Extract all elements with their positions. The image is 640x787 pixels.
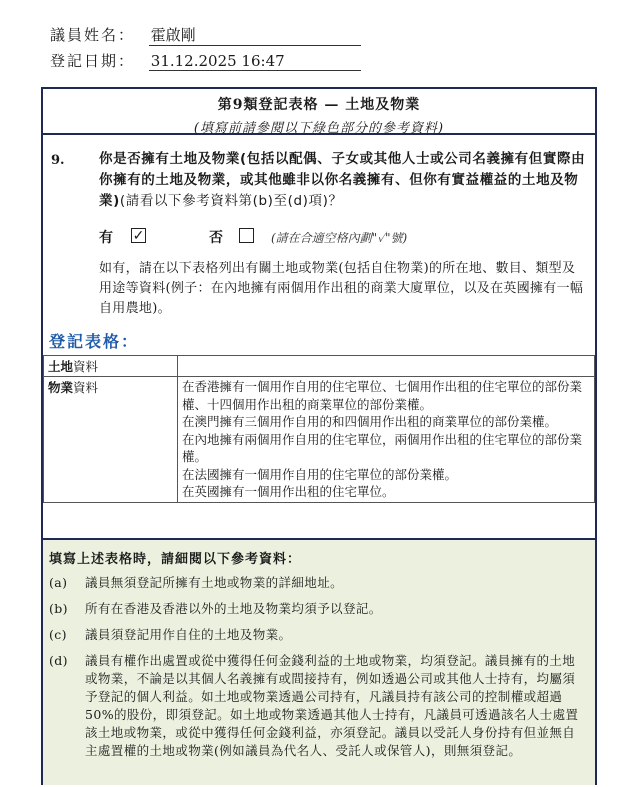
question-text <box>99 149 589 212</box>
reference-heading: 填寫上述表格時，請細閱以下參考資料： <box>49 552 302 567</box>
form-subtitle: (填寫前請參閱以下綠色部分的參考資料) <box>193 121 445 136</box>
property-line: 在內地擁有兩個用作自用的住宅單位，兩個用作出租的住宅單位的部份業權。 <box>182 431 583 464</box>
land-key-bold: 土地 <box>48 359 74 374</box>
question-body: 你是否擁有土地及物業(包括以配偶、子女或其他人士或公司名義擁有但實際由你擁有的土地及物業，或其他雖非以你名義擁有、但你有實益權益的土地及物業) <box>99 151 586 209</box>
land-key-cell <box>44 356 178 377</box>
yes-checkbox[interactable]: ✓ <box>132 228 145 244</box>
reference-text: 議員須登記用作自住的土地及物業。 <box>85 627 292 642</box>
question-note: (請看以下參考資料第(b)至(d)項)？ <box>119 193 343 209</box>
reference-mark: (d) <box>49 653 68 668</box>
property-value-cell <box>178 377 595 503</box>
land-value-cell <box>178 356 595 377</box>
yes-label: 有 <box>99 230 113 246</box>
no-checkbox[interactable] <box>239 228 254 243</box>
reference-text: 議員有權作出處置或從中獲得任何金錢利益的土地或物業，均須登記。議員擁有的土地或物業，不論是以其個人名義擁有或間接持有，例如透過公司或其他人士持有，均屬須予登記的個人利益。如土地或物業透過公司持有，凡議員持有該公司的控制權或超過50%的股份，即須登記。如土地或物業透過其他人士持有，凡議員可透過該名人士處置該土地或物業，或從中獲得任何金錢利益，亦須登記。議員以受託人身份持有但並無自主處置權的土地或物業(例如議員為代名人、受託人或保管人)，則無須登記。 <box>85 653 579 758</box>
member-name-row <box>50 24 361 46</box>
property-line: 在澳門擁有三個用作自用的和四個用作出租的商業單位的部份業權。 <box>182 414 558 429</box>
register-date-row <box>50 50 361 71</box>
register-date-value: 31.12.2025 16:47 <box>149 52 361 71</box>
form-frame <box>41 87 597 785</box>
form-title: 第9類登記表格 — 土地及物業 <box>217 97 421 113</box>
registration-table <box>43 355 595 503</box>
property-key-rest: 資料 <box>73 380 99 395</box>
answer-hint: (請在合適空格內劃"✓"號) <box>271 231 408 245</box>
reference-text: 所有在香港及香港以外的土地及物業均須予以登記。 <box>85 601 382 616</box>
reference-mark: (a) <box>49 575 68 590</box>
table-row <box>44 356 595 377</box>
form-title-box <box>43 89 595 135</box>
reference-section <box>43 538 595 785</box>
no-label: 否 <box>209 230 223 246</box>
reference-mark: (b) <box>49 601 68 616</box>
reference-text: 議員無須登記所擁有土地或物業的詳細地址。 <box>85 575 344 590</box>
instruction-paragraph: 如有，請在以下表格列出有關土地或物業(包括自住物業)的所在地、數目、類型及用途等資料(例子：在內地擁有兩個用作出租的商業大廈單位，以及在英國擁有一幅自用農地)。 <box>99 261 584 316</box>
registration-form-heading: 登記表格： <box>49 332 140 351</box>
member-name-label: 議員姓名： <box>50 26 136 44</box>
property-key-bold: 物業 <box>48 380 74 395</box>
property-line: 在香港擁有一個用作自用的住宅單位、七個用作出租的住宅單位的部份業權、十四個用作出租的商業單位的部份業權。 <box>182 379 583 412</box>
table-row <box>44 377 595 503</box>
property-line: 在法國擁有一個用作自用的住宅單位的部份業權。 <box>182 466 458 482</box>
property-key-cell <box>44 377 178 503</box>
member-name-value: 霍啟剛 <box>149 24 361 46</box>
question-number: 9. <box>51 153 65 168</box>
land-key-rest: 資料 <box>73 359 99 374</box>
reference-mark: (c) <box>49 627 67 642</box>
property-line: 在英國擁有一個用作出租的住宅單位。 <box>182 484 395 499</box>
register-date-label: 登記日期： <box>50 52 136 70</box>
